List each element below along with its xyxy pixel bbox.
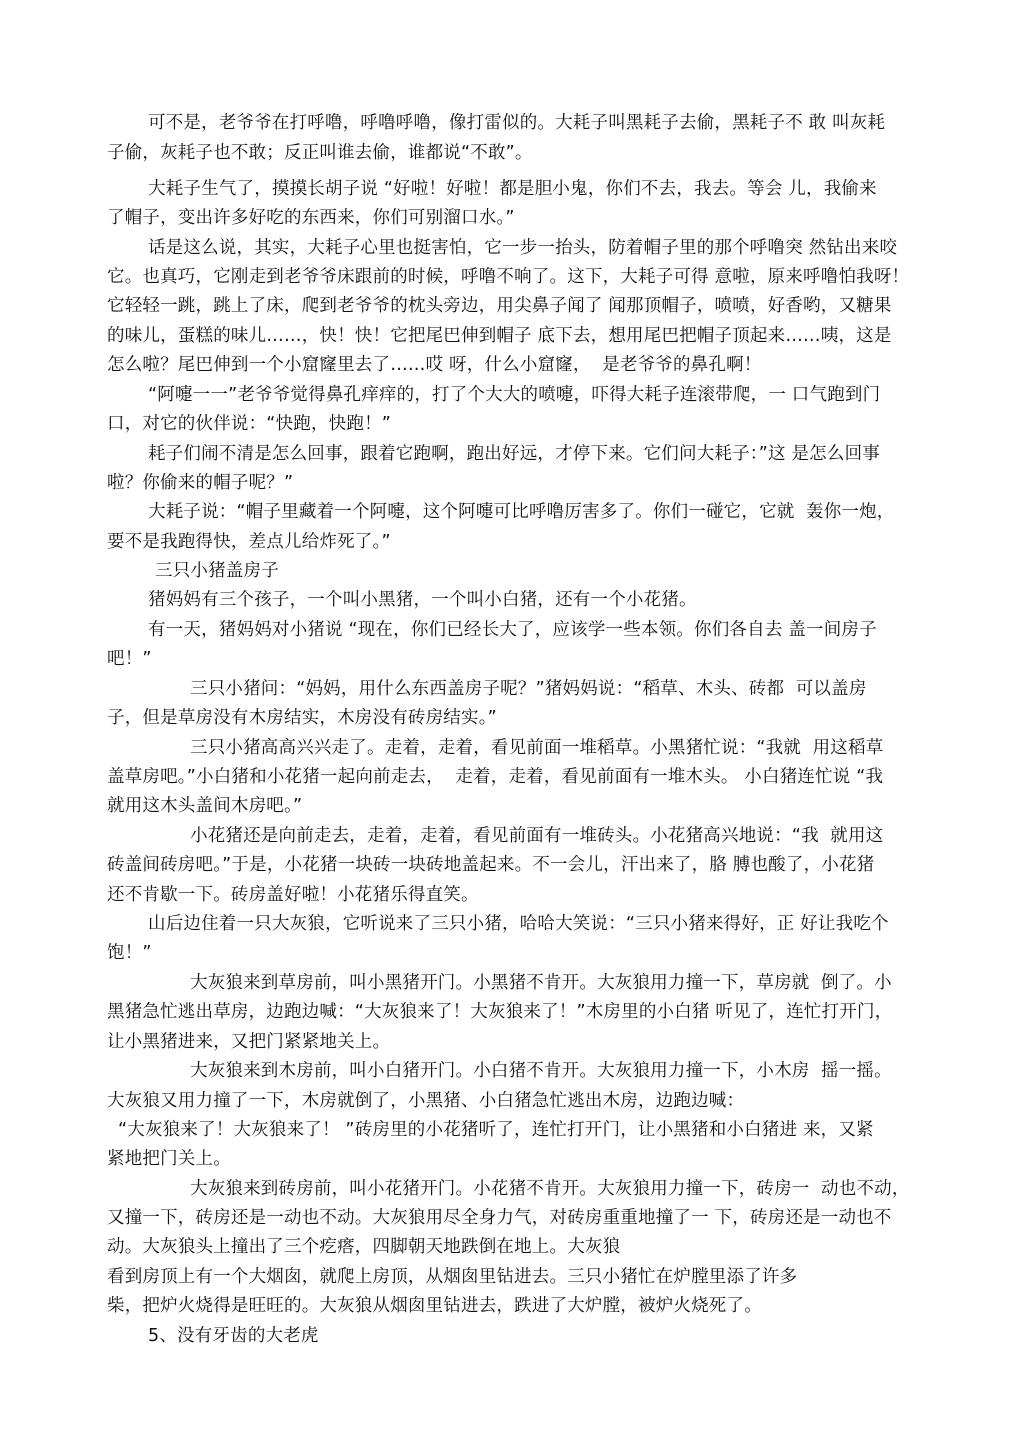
text-line: 猪妈妈有三个孩子，一个叫小黑猪，一个叫小白猪，还有一个小花猪。 [148, 590, 697, 610]
text-line: 山后边住着一只大灰狼，它听说来了三只小猪，哈哈大笑说：“三只小猪来得好，正 好让我吃个 [148, 914, 889, 934]
text-line: 紧地把门关上。 [107, 1149, 231, 1169]
text-line: 可不是，老爷爷在打呼噜，呼噜呼噜，像打雷似的。大耗子叫黑耗子去偷，黑耗子不 敢 叫灰耗 [148, 113, 886, 133]
text-line: 三只小猪问：“妈妈，用什么东西盖房子呢？”猪妈妈说：“稻草、木头、砖都 可以盖房 [190, 679, 867, 699]
text-line: 饱！” [107, 943, 152, 963]
section-heading: 三只小猪盖房子 [155, 561, 279, 581]
text-line: 耗子们闹不清是怎么回事，跟着它跑啊，跑出好远，才停下来。它们问大耗子：”这 是怎么回事 [148, 444, 880, 464]
text-line: 大灰狼来到砖房前，叫小花猪开门。小花猪不肯开。大灰狼用力撞一下，砖房一 动也不动， [190, 1179, 910, 1199]
text-line: 啦？你偷来的帽子呢？” [107, 473, 294, 493]
text-line: 口，对它的伙伴说：“快跑，快跑！” [107, 414, 392, 434]
text-line: 又撞一下，砖房还是一动也不动。大灰狼用尽全身力气，对砖房重重地撞了一 下，砖房还是一动也不 [107, 1208, 892, 1228]
text-line: 就用这木头盖间木房吧。” [107, 796, 303, 816]
text-line: 的味儿，蛋糕的味儿……，快！快！它把尾巴伸到帽子 底下去，想用尾巴把帽子顶起来……咦，这是 [107, 326, 892, 346]
text-line: 它轻轻一跳，跳上了床，爬到老爷爷的枕头旁边，用尖鼻子闻了 闻那顶帽子，喷喷，好香哟，又糖果 [107, 296, 892, 316]
text-line: 大耗子生气了，摸摸长胡子说 “好啦！好啦！都是胆小鬼，你们不去，我去。等会 儿，我偷来 [148, 179, 877, 199]
text-line: 吧！” [107, 649, 152, 669]
text-line: 子，但是草房没有木房结实，木房没有砖房结实。” [107, 708, 497, 728]
text-line: 还不肯歇一下。砖房盖好啦！小花猪乐得直笑。 [107, 885, 479, 905]
text-line: 了帽子，变出许多好吃的东西来，你们可别溜口水。” [107, 208, 515, 228]
text-line: 它。也真巧，它刚走到老爷爷床跟前的时候，呼噜不响了。这下，大耗子可得 意啦，原来呼噜怕我呀！ [107, 267, 910, 287]
text-line: 大灰狼来到草房前，叫小黑猪开门。小黑猪不肯开。大灰狼用力撞一下，草房就 倒了。小 [190, 973, 892, 993]
text-line: 怎么啦？尾巴伸到一个小窟窿里去了……哎 呀，什么小窟窿， 是老爷爷的鼻孔啊！ [107, 355, 762, 375]
text-line: 小花猪还是向前走去，走着，走着，看见前面有一堆砖头。小花猪高兴地说：“我 就用这 [190, 826, 884, 846]
text-line: 话是这么说，其实，大耗子心里也挺害怕，它一步一抬头，防着帽子里的那个呼噜突 然钻出来咬 [148, 238, 898, 258]
text-line: 子偷，灰耗子也不敢；反正叫谁去偷，谁都说“不敢”。 [107, 143, 533, 163]
text-line: 让小黑猪进来，又把门紧紧地关上。 [107, 1032, 391, 1052]
text-line: 要不是我跑得快，差点儿给炸死了。” [107, 532, 391, 552]
section-heading: 5、没有牙齿的大老虎 [148, 1326, 319, 1346]
text-line: 柴，把炉火烧得是旺旺的。大灰狼从烟囱里钻进去，跌进了大炉膛，被炉火烧死了。 [107, 1296, 762, 1316]
text-line: 盖草房吧。”小白猪和小花猪一起向前走去， 走着，走着，看见前面有一堆木头。 小白猪连忙说 “我 [107, 767, 884, 787]
text-line: 大耗子说：“帽子里藏着一个阿嚏，这个阿嚏可比呼噜厉害多了。你们一碰它，它就 轰你一炮， [148, 502, 895, 522]
text-line: “阿嚏一一”老爷爷觉得鼻孔痒痒的，打了个大大的喷嚏，吓得大耗子连滚带爬，一 口气跑到门 [148, 385, 881, 405]
text-line: 大灰狼又用力撞了一下，木房就倒了，小黑猪、小白猪急忙逃出木房，边跑边喊： [107, 1091, 745, 1111]
text-line: 黑猪急忙逃出草房，边跑边喊：“大灰狼来了！大灰狼来了！”木房里的小白猪 听见了，连忙打开门， [107, 1002, 893, 1022]
text-line: 看到房顶上有一个大烟囱，就爬上房顶，从烟囱里钻进去。三只小猪忙在炉膛里添了许多 [107, 1267, 798, 1287]
text-line: 动。大灰狼头上撞出了三个疙瘩，四脚朝天地跌倒在地上。大灰狼 [107, 1237, 621, 1257]
text-line: 砖盖间砖房吧。”于是，小花猪一块砖一块砖地盖起来。不一会儿，汗出来了，胳 膊也酸了，小花猪 [107, 855, 875, 875]
text-line: “大灰狼来了！大灰狼来了！ ”砖房里的小花猪听了，连忙打开门，让小黑猪和小白猪进 来，又紧 [118, 1120, 874, 1140]
text-line: 三只小猪高高兴兴走了。走着，走着，看见前面一堆稻草。小黑猪忙说：“我就 用这稻草 [190, 738, 884, 758]
text-line: 大灰狼来到木房前，叫小白猪开门。小白猪不肯开。大灰狼用力撞一下，小木房 摇一摇。 [190, 1061, 892, 1081]
text-line: 有一天，猪妈妈对小猪说 “现在，你们已经长大了，应该学一些本领。你们各自去 盖一间房子 [148, 620, 877, 640]
